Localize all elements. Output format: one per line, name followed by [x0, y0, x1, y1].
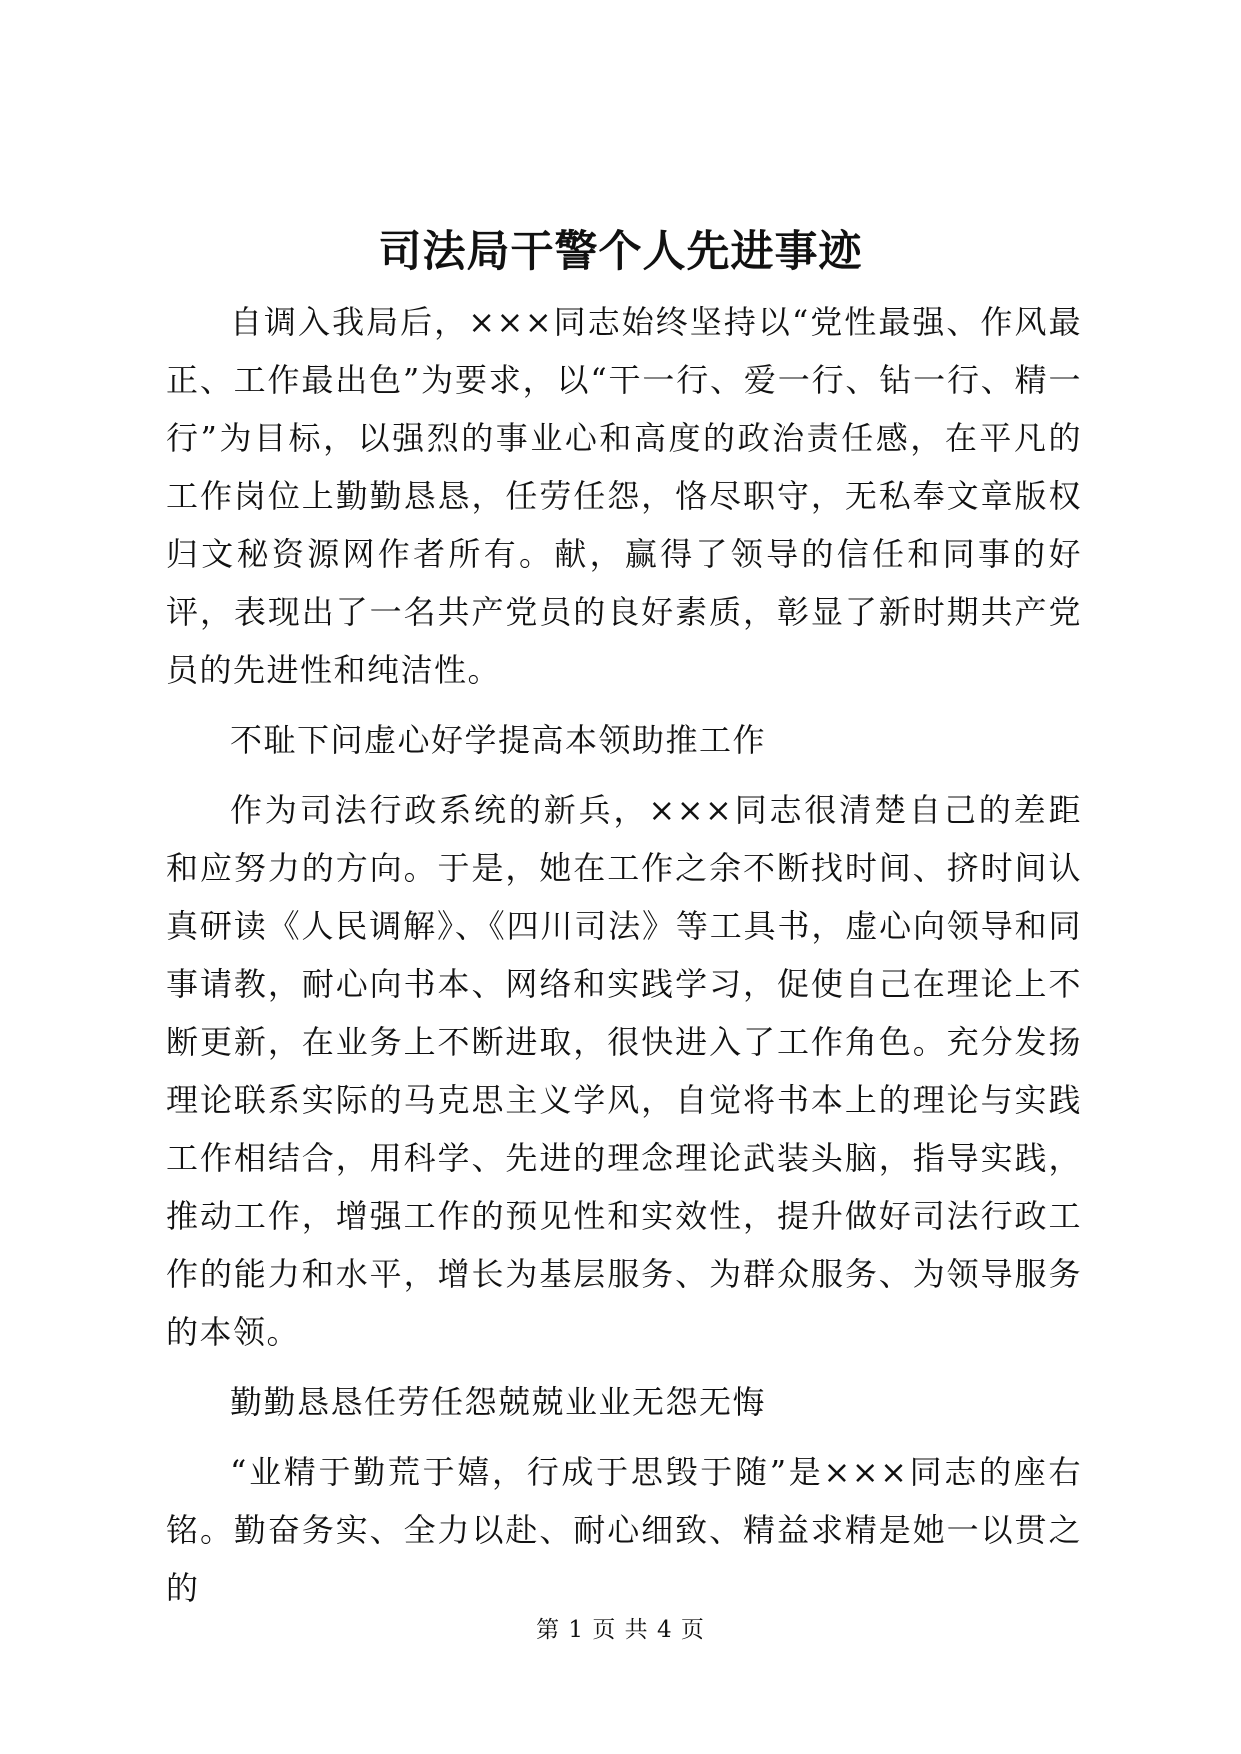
section-heading-diligence: 勤勤恳恳任劳任怨兢兢业业无怨无悔: [230, 1383, 767, 1421]
document-body: [166, 293, 1082, 1617]
paragraph-study: 作为司法行政系统的新兵，×××同志很清楚自己的差距和应努力的方向。于是，她在工作之余不断找时间、挤时间认真研读《人民调解》、《四川司法》等工具书，虚心向领导和同事请教，耐心向书本、网络和实践学习，促使自己在理论上不断更新，在业务上不断进取，很快进入了工作角色。充分发扬理论联系实际的马克思主义学风，自觉将书本上的理论与实践工作相结合，用科学、先进的理念理论武装头脑，指导实践，推动工作，增强工作的预见性和实效性，提升做好司法行政工作的能力和水平，增长为基层服务、为群众服务、为领导服务的本领。: [166, 791, 1082, 1351]
page-number-footer: 第 1 页 共 4 页: [536, 1617, 705, 1643]
paragraph-diligence: “业精于勤荒于嬉，行成于思毁于随”是×××同志的座右铭。勤奋务实、全力以赴、耐心细致、精益求精是她一以贯之的: [166, 1453, 1082, 1607]
document-title: 司法局干警个人先进事迹: [378, 227, 863, 277]
paragraph-intro: 自调入我局后，×××同志始终坚持以“党性最强、作风最正、工作最出色”为要求，以“干一行、爱一行、钻一行、精一行”为目标，以强烈的事业心和高度的政治责任感，在平凡的工作岗位上勤勤恳恳，任劳任怨，恪尽职守，无私奉文章版权归文秘资源网作者所有。献，赢得了领导的信任和同事的好评，表现出了一名共产党员的良好素质，彰显了新时期共产党员的先进性和纯洁性。: [166, 303, 1082, 689]
section-heading-study: 不耻下问虚心好学提高本领助推工作: [230, 721, 767, 759]
